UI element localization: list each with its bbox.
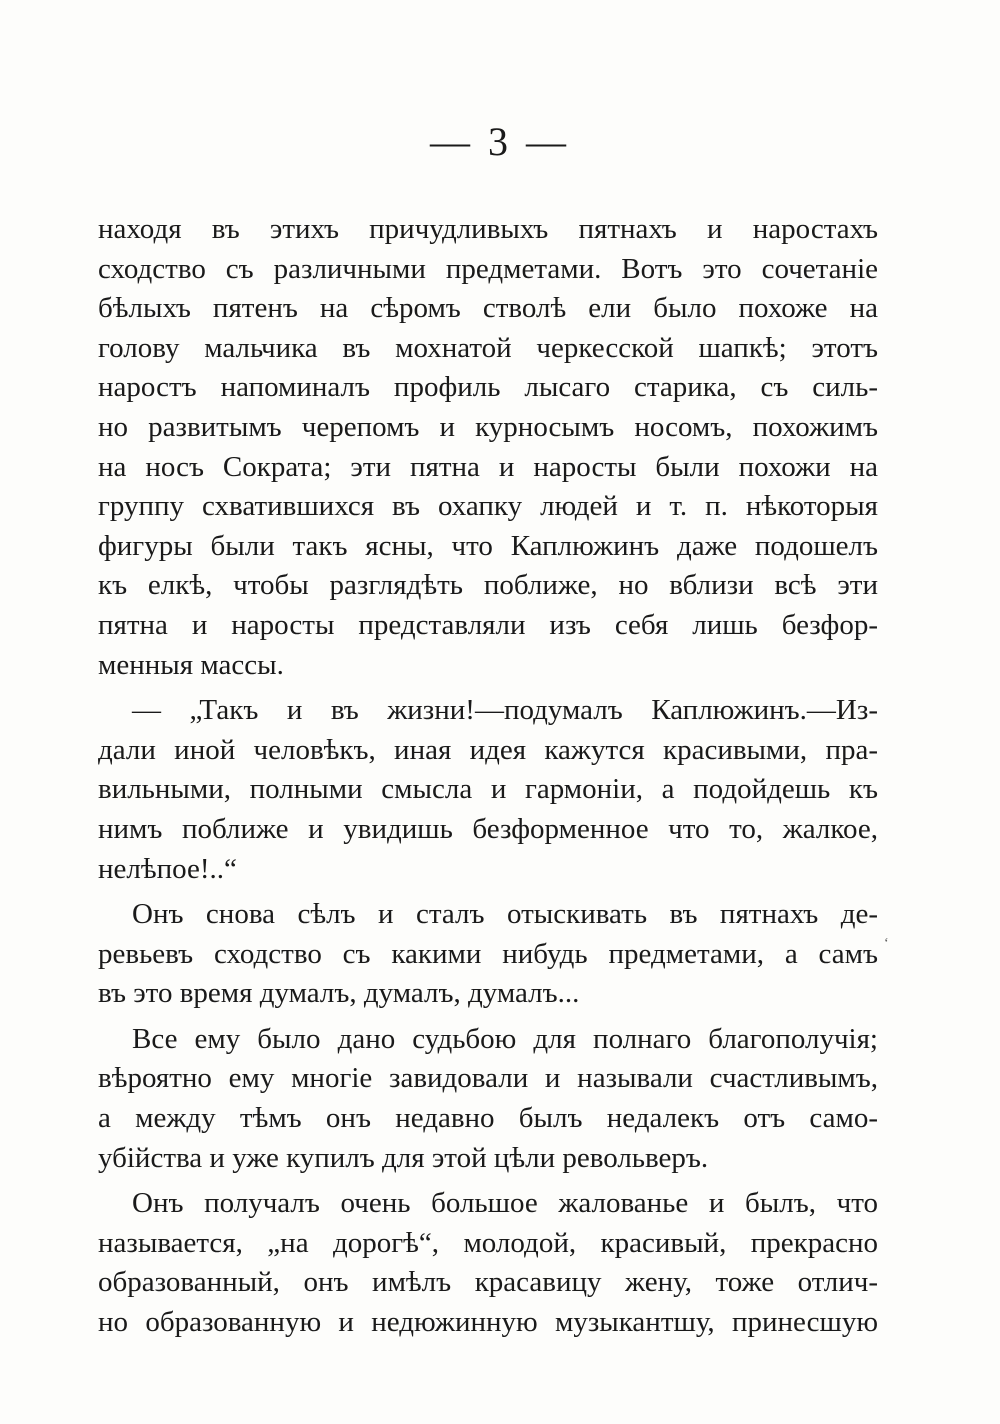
text-line: вѣроятно ему многіе завидовали и называли счастливымъ,: [98, 1062, 878, 1095]
text-line: образованный, онъ имѣлъ красавицу жену, тоже отлич-: [98, 1266, 878, 1299]
text-line: дали иной человѣкъ, иная идея кажутся красивыми, пра-: [98, 733, 878, 766]
paragraph: [98, 1020, 878, 1178]
text-line: называется, „на дорогѣ“, молодой, красивый, прекрасно: [98, 1226, 878, 1259]
print-speck: ʻ: [884, 936, 889, 951]
text-line: нелѣпое!..“: [98, 852, 237, 885]
text-line: Все ему было дано судьбою для полнаго благополучія;: [132, 1022, 878, 1055]
paragraph: [98, 210, 878, 685]
text-line: наростъ напоминалъ профиль лысаго старика, съ силь-: [98, 371, 878, 404]
text-line: находя въ этихъ причудливыхъ пятнахъ и наростахъ: [98, 213, 878, 245]
text-line: а между тѣмъ онъ недавно былъ недалекъ отъ само-: [98, 1102, 878, 1135]
text-line: — „Такъ и въ жизни!—подумалъ Каплюжинъ.—Из-: [132, 694, 878, 727]
text-line: но развитымъ черепомъ и курносымъ носомъ, похожимъ: [98, 410, 878, 443]
text-line: но образованную и недюжинную музыкантшу, принесшую: [98, 1306, 878, 1339]
paragraph: [98, 691, 878, 889]
text-line: нимъ поближе и увидишь безформенное что то, жалкое,: [98, 812, 878, 845]
text-line: Онъ снова сѣлъ и сталъ отыскивать въ пятнахъ де-: [132, 898, 878, 931]
text-line: бѣлыхъ пятенъ на сѣромъ стволѣ ели было похоже на: [98, 292, 878, 325]
text-line: въ это время думалъ, думалъ, думалъ...: [98, 977, 580, 1010]
text-line: пятна и наросты представляли изъ себя лишь безфор-: [98, 608, 878, 641]
text-line: Онъ получалъ очень большое жалованье и былъ, что: [132, 1187, 878, 1220]
body-text: [98, 210, 878, 1343]
text-line: ревьевъ сходство съ какими нибудь предметами, а самъ: [98, 937, 878, 970]
paragraph: [98, 1184, 878, 1342]
paragraph: [98, 895, 878, 1014]
text-line: менныя массы.: [98, 648, 284, 681]
page-number: — 3 —: [430, 119, 570, 164]
text-line: вильными, полными смысла и гармоніи, а подойдешь къ: [98, 773, 878, 806]
text-line: голову мальчика въ мохнатой черкесской шапкѣ; этотъ: [98, 331, 878, 364]
text-line: на носъ Сократа; эти пятна и наросты были похожи на: [98, 450, 878, 483]
text-line: группу схватившихся въ охапку людей и т. п. нѣкоторыя: [98, 490, 878, 523]
text-line: сходство съ различными предметами. Вотъ это сочетаніе: [98, 252, 878, 285]
text-line: фигуры были такъ ясны, что Каплюжинъ даже подошелъ: [98, 529, 878, 562]
text-line: убійства и уже купилъ для этой цѣли револьверъ.: [98, 1141, 709, 1174]
text-line: къ елкѣ, чтобы разглядѣть поближе, но вблизи всѣ эти: [98, 569, 878, 602]
